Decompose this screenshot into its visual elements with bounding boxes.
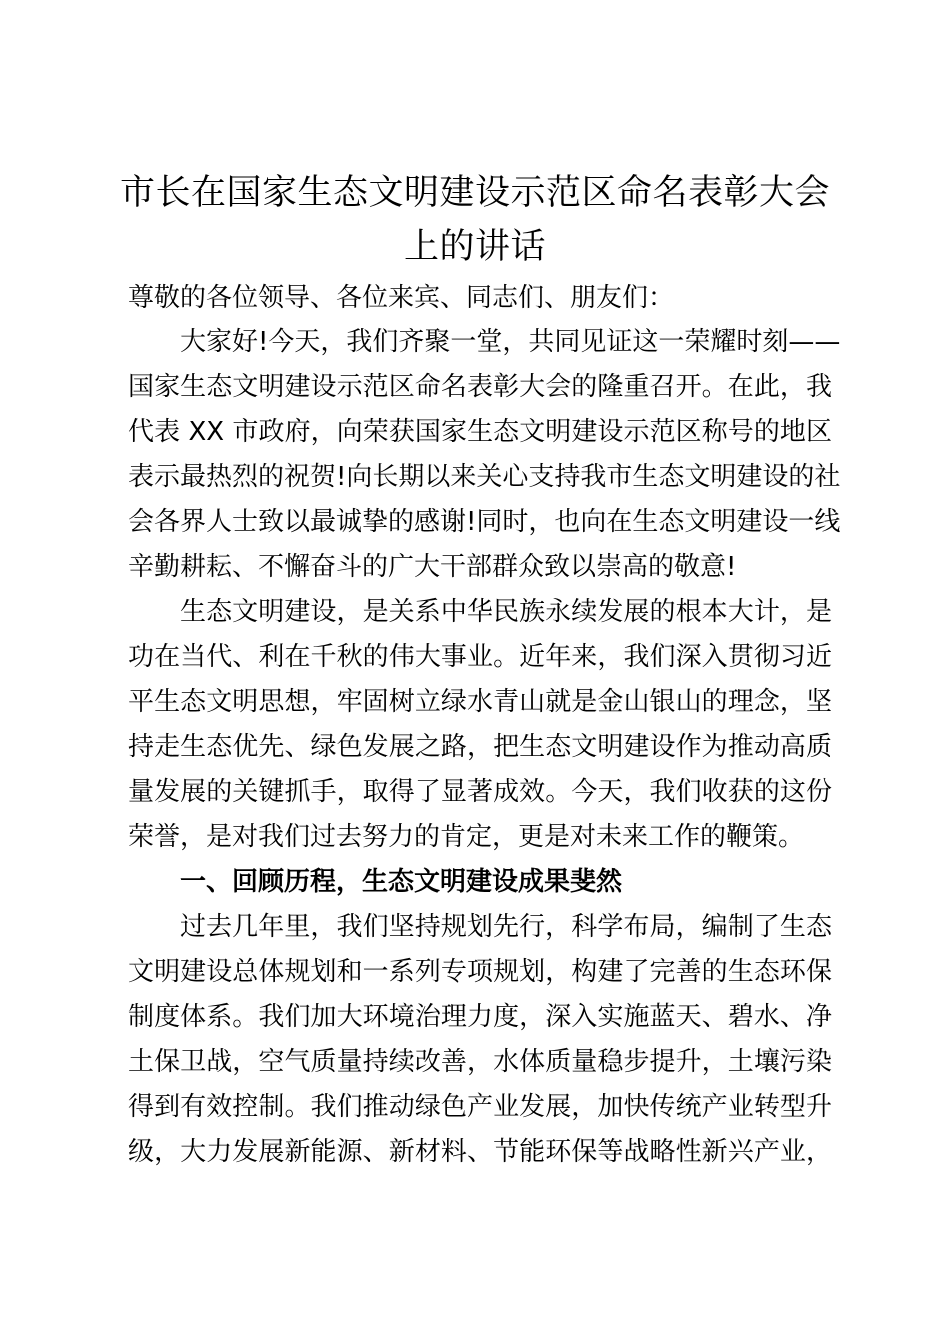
document-title-line-1: 市长在国家生态文明建设示范区命名表彰大会 [119,173,830,213]
paragraph-1-line-6: 辛勤耕耘、不懈奋斗的广大干部群众致以崇高的敬意! [128,552,737,582]
section-heading-1: 一、回顾历程，生态文明建设成果斐然 [180,867,623,897]
paragraph-1-line-3: 代表 XX 市政府，向荣获国家生态文明建设示范区称号的地区 [128,417,832,447]
paragraph-3-line-3: 制度体系。我们加大环境治理力度，深入实施蓝天、碧水、净 [128,1002,832,1032]
paragraph-2-line-6: 荣誉，是对我们过去努力的肯定，更是对未来工作的鞭策。 [128,822,805,852]
paragraph-3-line-5: 得到有效控制。我们推动绿色产业发展，加快传统产业转型升 [128,1092,832,1122]
paragraph-3-line-1: 过去几年里，我们坚持规划先行，科学布局，编制了生态 [180,912,832,942]
paragraph-3-line-4: 土保卫战，空气质量持续改善，水体质量稳步提升，土壤污染 [128,1047,832,1077]
paragraph-1-line-2: 国家生态文明建设示范区命名表彰大会的隆重召开。在此，我 [128,372,832,402]
paragraph-2-line-5: 量发展的关键抓手，取得了显著成效。今天，我们收获的这份 [128,777,832,807]
paragraph-1-line-1: 大家好!今天，我们齐聚一堂，共同见证这一荣耀时刻—— [180,327,841,357]
document-title-line-2: 上的讲话 [403,227,546,267]
paragraph-2-line-3: 平生态文明思想，牢固树立绿水青山就是金山银山的理念，坚 [128,687,832,717]
paragraph-2-line-4: 持走生态优先、绿色发展之路，把生态文明建设作为推动高质 [128,732,832,762]
paragraph-1-line-5: 会各界人士致以最诚挚的感谢!同时，也向在生态文明建设一线 [128,507,841,537]
paragraph-3-line-2: 文明建设总体规划和一系列专项规划，构建了完善的生态环保 [128,957,832,987]
salutation: 尊敬的各位领导、各位来宾、同志们、朋友们： [128,283,675,313]
paragraph-3-line-6: 级，大力发展新能源、新材料、节能环保等战略性新兴产业， [128,1137,832,1167]
paragraph-2-line-1: 生态文明建设，是关系中华民族永续发展的根本大计，是 [180,597,832,627]
paragraph-2-line-2: 功在当代、利在千秋的伟大事业。近年来，我们深入贯彻习近 [128,642,832,672]
paragraph-1-line-4: 表示最热烈的祝贺!向长期以来关心支持我市生态文明建设的社 [128,462,841,492]
